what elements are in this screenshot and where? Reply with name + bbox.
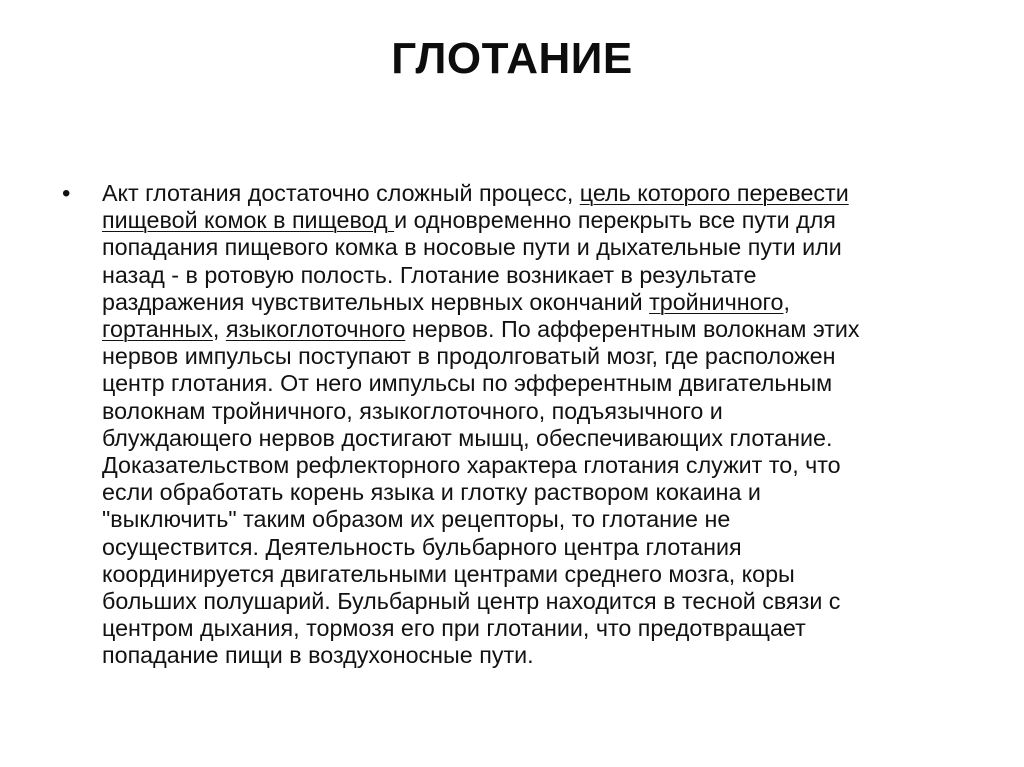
text-line-7: нервов импульсы поступают в продолговатый мозг, где расположен bbox=[102, 343, 836, 370]
text-line-4: назад - в ротовую полость. Глотание возникает в результате bbox=[102, 261, 757, 288]
text-line-14: осуществится. Деятельность бульбарного центра глотания bbox=[102, 533, 742, 560]
text-line-2: пищевой комок в пищевод и одновременно перекрыть все пути для bbox=[102, 207, 836, 234]
link-trigeminal[interactable]: тройничного bbox=[649, 288, 784, 315]
text-line-10: блуждающего нервов достигают мышц, обеспечивающих глотание. bbox=[102, 424, 833, 451]
slide-title: ГЛОТАНИЕ bbox=[391, 34, 633, 83]
link-glossopharyngeal[interactable]: языкоглоточного bbox=[225, 316, 406, 343]
text-line-11: Доказательством рефлекторного характера глотания служит то, что bbox=[102, 452, 841, 479]
text-line-16: больших полушарий. Бульбарный центр находится в тесной связи с bbox=[102, 588, 841, 615]
text-line-9: волокнам тройничного, языкоглоточного, подъязычного и bbox=[102, 397, 723, 424]
text-line-15: координируется двигательными центрами среднего мозга, коры bbox=[102, 560, 795, 587]
text-line-8: центр глотания. От него импульсы по эфферентным двигательным bbox=[102, 370, 833, 397]
text-line-6: гортанных, языкоглоточного нервов. По афферентным волокнам этих bbox=[102, 316, 860, 343]
bullet-dot: • bbox=[62, 180, 71, 207]
bullet-item bbox=[60, 180, 960, 670]
text-line-5: раздражения чувствительных нервных окончаний тройничного, bbox=[102, 288, 790, 315]
link-food-bolus[interactable]: пищевой комок в пищевод bbox=[102, 207, 395, 234]
text-line-1: Акт глотания достаточно сложный процесс, цель которого перевести bbox=[102, 180, 849, 206]
link-swallowing-goal[interactable]: цель которого перевести bbox=[579, 180, 849, 206]
link-laryngeal[interactable]: гортанных bbox=[102, 316, 213, 343]
bullet-paragraph bbox=[102, 180, 960, 670]
text-line-13: "выключить" таким образом их рецепторы, то глотание не bbox=[102, 506, 731, 533]
text-line-18: попадание пищи в воздухоносные пути. bbox=[102, 642, 534, 669]
text-line-3: попадания пищевого комка в носовые пути и дыхательные пути или bbox=[102, 234, 842, 261]
text-line-12: если обработать корень языка и глотку раствором кокаина и bbox=[102, 479, 761, 506]
text-line-17: центром дыхания, тормозя его при глотании, что предотвращает bbox=[102, 615, 806, 642]
slide-content bbox=[60, 180, 960, 670]
